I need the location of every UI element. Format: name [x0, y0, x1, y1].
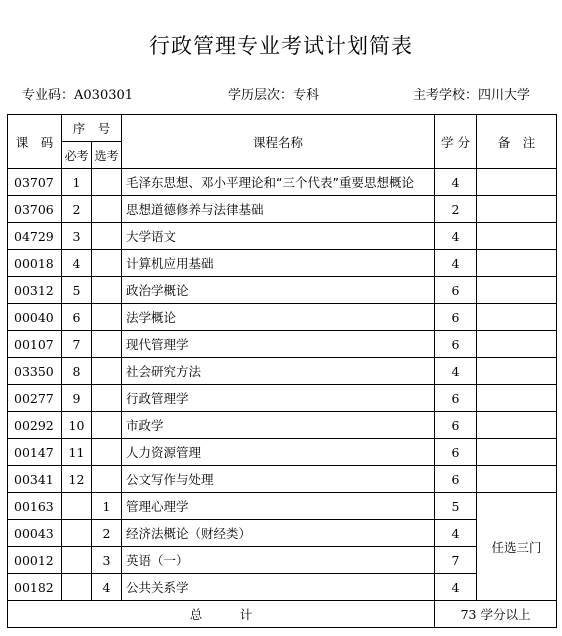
credit-value: 7	[435, 547, 477, 574]
required-seq: 5	[62, 277, 92, 304]
table-row	[8, 466, 557, 493]
elective-seq	[92, 223, 122, 250]
course-name: 毛泽东思想、邓小平理论和“三个代表”重要思想概论	[122, 169, 435, 196]
major-code	[22, 84, 133, 103]
course-code: 00018	[8, 250, 62, 277]
course-name: 人力资源管理	[122, 439, 435, 466]
table-row	[8, 196, 557, 223]
course-code: 00277	[8, 385, 62, 412]
credit-value: 4	[435, 169, 477, 196]
credit-value: 4	[435, 358, 477, 385]
header-required: 必考	[62, 142, 92, 169]
course-name: 政治学概论	[122, 277, 435, 304]
course-code: 03706	[8, 196, 62, 223]
required-seq: 4	[62, 250, 92, 277]
remark-cell	[477, 439, 557, 466]
required-seq: 11	[62, 439, 92, 466]
elective-remark: 任选三门	[477, 493, 557, 601]
elective-seq	[92, 196, 122, 223]
course-name: 英语（一）	[122, 547, 435, 574]
elective-seq: 3	[92, 547, 122, 574]
table-row	[8, 574, 557, 601]
elective-seq: 1	[92, 493, 122, 520]
page-title: 行政管理专业考试计划简表	[149, 34, 413, 58]
course-code: 00312	[8, 277, 62, 304]
elective-seq	[92, 385, 122, 412]
table-row	[8, 331, 557, 358]
required-seq	[62, 547, 92, 574]
credit-value: 6	[435, 466, 477, 493]
course-name: 公文写作与处理	[122, 466, 435, 493]
education-level: 学历层次：专科	[228, 88, 320, 103]
course-code: 00163	[8, 493, 62, 520]
table-row	[8, 412, 557, 439]
elective-seq: 4	[92, 574, 122, 601]
course-code: 03350	[8, 358, 62, 385]
remark-cell	[477, 385, 557, 412]
credit-value: 5	[435, 493, 477, 520]
credit-value: 4	[435, 520, 477, 547]
course-code: 03707	[8, 169, 62, 196]
header-seq: 序 号	[62, 115, 122, 142]
major-code-label: 专业码：	[22, 88, 75, 103]
header-name: 课程名称	[122, 115, 435, 169]
table-row	[8, 439, 557, 466]
elective-seq	[92, 304, 122, 331]
course-name: 管理心理学	[122, 493, 435, 520]
credit-value: 6	[435, 439, 477, 466]
remark-cell	[477, 277, 557, 304]
required-seq	[62, 520, 92, 547]
total-label: 总 计	[8, 601, 435, 628]
elective-seq: 2	[92, 520, 122, 547]
table-row	[8, 250, 557, 277]
table-row	[8, 223, 557, 250]
major-code-value: A030301	[74, 88, 134, 103]
course-code: 00040	[8, 304, 62, 331]
required-seq: 9	[62, 385, 92, 412]
total-value: 73 学分以上	[435, 601, 557, 628]
table-row	[8, 304, 557, 331]
course-code: 04729	[8, 223, 62, 250]
course-code: 00107	[8, 331, 62, 358]
table-row	[8, 358, 557, 385]
required-seq: 12	[62, 466, 92, 493]
remark-cell	[477, 196, 557, 223]
course-name: 经济法概论（财经类）	[122, 520, 435, 547]
credit-value: 6	[435, 331, 477, 358]
elective-seq	[92, 331, 122, 358]
table-row	[8, 547, 557, 574]
course-name: 计算机应用基础	[122, 250, 435, 277]
header-code: 课 码	[8, 115, 62, 169]
required-seq: 2	[62, 196, 92, 223]
required-seq	[62, 493, 92, 520]
host-school: 主考学校：四川大学	[413, 88, 531, 103]
elective-seq	[92, 439, 122, 466]
course-code: 00043	[8, 520, 62, 547]
remark-cell	[477, 223, 557, 250]
credit-value: 6	[435, 385, 477, 412]
header-row	[8, 115, 557, 142]
required-seq: 10	[62, 412, 92, 439]
elective-seq	[92, 412, 122, 439]
credit-value: 4	[435, 223, 477, 250]
course-name: 现代管理学	[122, 331, 435, 358]
elective-seq	[92, 466, 122, 493]
remark-cell	[477, 358, 557, 385]
header-credit: 学 分	[435, 115, 477, 169]
remark-cell	[477, 331, 557, 358]
course-name: 行政管理学	[122, 385, 435, 412]
credit-value: 4	[435, 574, 477, 601]
remark-cell	[477, 412, 557, 439]
total-row	[8, 601, 557, 628]
table-row	[8, 493, 557, 520]
credit-value: 4	[435, 250, 477, 277]
required-seq	[62, 574, 92, 601]
course-code: 00012	[8, 547, 62, 574]
credit-value: 2	[435, 196, 477, 223]
elective-seq	[92, 169, 122, 196]
exam-plan-table	[7, 114, 557, 628]
required-seq: 6	[62, 304, 92, 331]
credit-value: 6	[435, 277, 477, 304]
remark-cell	[477, 304, 557, 331]
course-name: 法学概论	[122, 304, 435, 331]
course-name: 大学语文	[122, 223, 435, 250]
table-row	[8, 385, 557, 412]
required-seq: 8	[62, 358, 92, 385]
course-code: 00182	[8, 574, 62, 601]
course-name: 思想道德修养与法律基础	[122, 196, 435, 223]
elective-seq	[92, 277, 122, 304]
course-code: 00292	[8, 412, 62, 439]
course-name: 社会研究方法	[122, 358, 435, 385]
header-remark: 备 注	[477, 115, 557, 169]
table-row	[8, 520, 557, 547]
required-seq: 3	[62, 223, 92, 250]
course-code: 00147	[8, 439, 62, 466]
course-name: 市政学	[122, 412, 435, 439]
required-seq: 7	[62, 331, 92, 358]
course-name: 公共关系学	[122, 574, 435, 601]
remark-cell	[477, 250, 557, 277]
elective-seq	[92, 358, 122, 385]
required-seq: 1	[62, 169, 92, 196]
remark-cell	[477, 466, 557, 493]
credit-value: 6	[435, 304, 477, 331]
credit-value: 6	[435, 412, 477, 439]
remark-cell	[477, 169, 557, 196]
elective-seq	[92, 250, 122, 277]
table-row	[8, 169, 557, 196]
course-code: 00341	[8, 466, 62, 493]
table-row	[8, 277, 557, 304]
header-elective: 选考	[92, 142, 122, 169]
